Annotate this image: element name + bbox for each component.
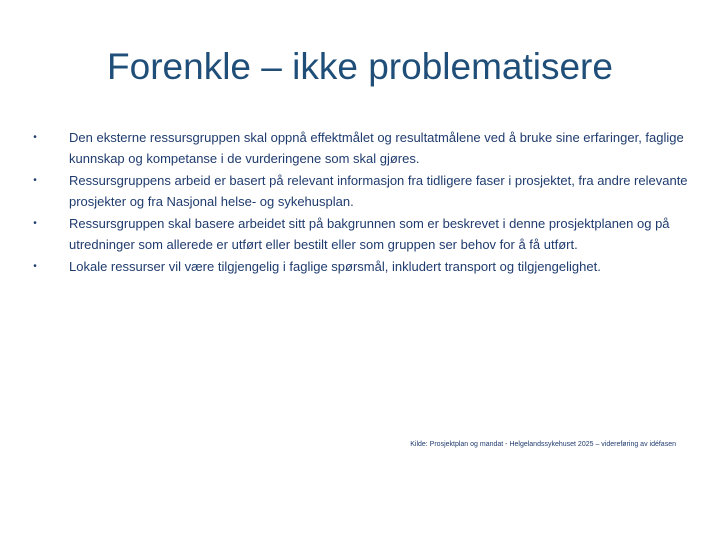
bullet-item [30,128,690,169]
bullet-text: Ressursgruppen skal basere arbeidet sitt på bakgrunnen som er beskrevet i denne prosjektplanen og på utredninger som allerede er utført eller bestilt eller som gruppen ser behov for å få utført. [69,216,670,252]
bullet-item [30,257,690,278]
bullet-dot-icon: • [33,175,37,186]
bullet-dot-icon: • [33,132,37,143]
bullet-dot-icon: • [33,218,37,229]
slide-title: Forenkle – ikke problematisere [107,46,613,87]
bullet-list [30,128,690,280]
bullet-item [30,171,690,212]
bullet-dot-icon: • [33,261,37,272]
bullet-text: Den eksterne ressursgruppen skal oppnå effektmålet og resultatmålene ved å bruke sine erfaringer, faglige kunnskap og kompetanse i de vurderingene som skal gjøres. [69,130,684,166]
bullet-item [30,214,690,255]
source-note: Kilde: Prosjektplan og mandat - Helgelandssykehuset 2025 – videreføring av idéfasen [410,441,676,448]
bullet-text: Ressursgruppens arbeid er basert på relevant informasjon fra tidligere faser i prosjektet, fra andre relevante prosjekter og fra Nasjonal helse- og sykehusplan. [69,173,688,209]
bullet-text: Lokale ressurser vil være tilgjengelig i faglige spørsmål, inkludert transport og tilgjengelighet. [69,259,601,274]
